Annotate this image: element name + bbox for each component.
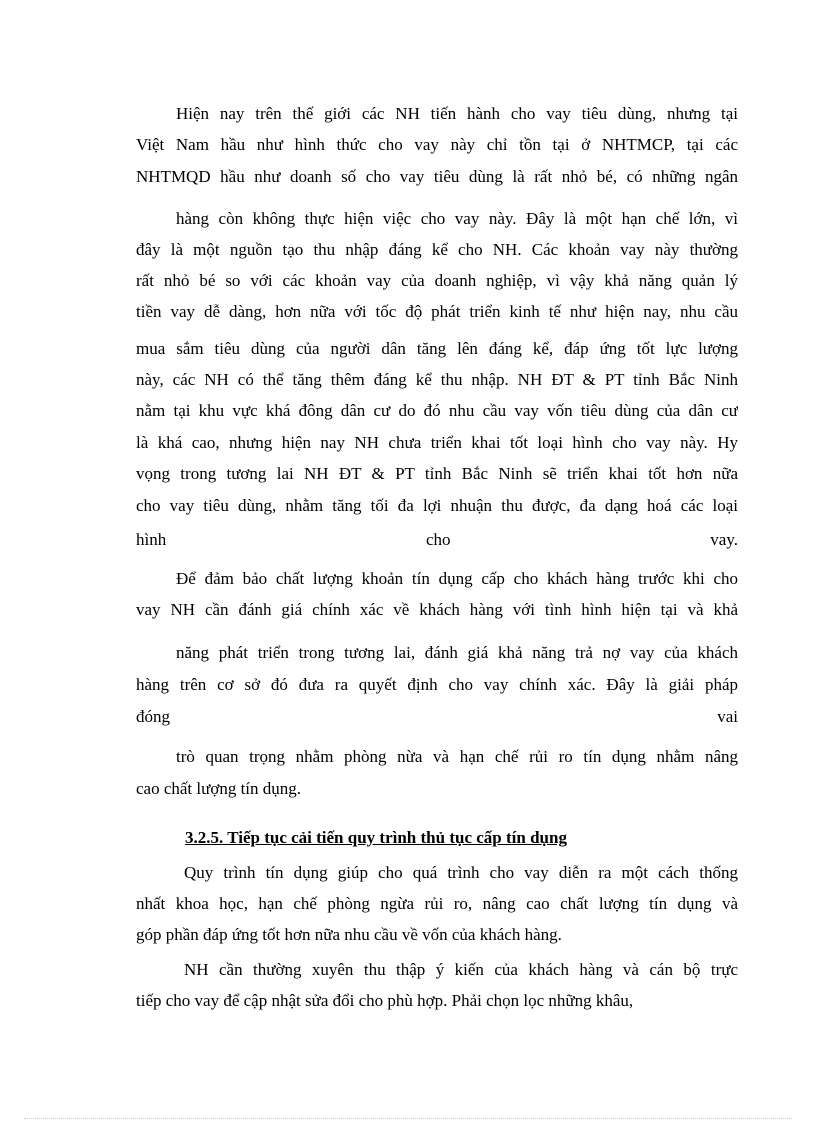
paragraph2-split-word-2: vai (717, 707, 738, 726)
paragraph1-line-8: mua sắm tiêu dùng của người dân tăng lên đáng kể, đáp ứng tốt lực lượng (136, 339, 738, 358)
paragraph2-split-word-1: đóng (136, 707, 170, 726)
paragraph3-line-3: góp phần đáp ứng tốt hơn nữa nhu cầu về vốn của khách hàng. (136, 925, 562, 944)
paragraph1-line-14 (136, 530, 738, 550)
paragraph1-line-9: này, các NH có thể tăng thêm đáng kể thu nhập. NH ĐT & PT tỉnh Bắc Ninh (136, 370, 738, 389)
paragraph2-line-4: hàng trên cơ sở đó đưa ra quyết định cho vay chính xác. Đây là giải pháp (136, 675, 738, 694)
paragraph1-line-11: là khá cao, nhưng hiện nay NH chưa triển khai tốt loại hình cho vay này. Hy (136, 433, 738, 452)
paragraph2-line-7: cao chất lượng tín dụng. (136, 779, 302, 798)
paragraph2-line-6: trò quan trọng nhằm phòng nừa và hạn chế rủi ro tín dụng nhằm nâng (176, 747, 738, 766)
paragraph2-line-1: Để đảm bảo chất lượng khoản tín dụng cấp cho khách hàng trước khi cho (176, 569, 738, 588)
paragraph1-line-4: hàng còn không thực hiện việc cho vay này. Đây là một hạn chế lớn, vì (176, 209, 738, 228)
paragraph1-line-10: nằm tại khu vực khá đông dân cư do đó nhu cầu vay vốn tiêu dùng của dân cư (136, 401, 738, 420)
paragraph4-line-2: tiếp cho vay để cập nhật sửa đổi cho phù hợp. Phải chọn lọc những khâu, (136, 991, 634, 1010)
paragraph1-line-5: đây là một nguồn tạo thu nhập đáng kể cho NH. Các khoản vay này thường (136, 240, 738, 259)
paragraph4-line-1: NH cần thường xuyên thu thập ý kiến của khách hàng và cán bộ trực (184, 960, 738, 979)
page-bottom-divider (24, 1118, 792, 1119)
paragraph1-last-word-2: cho (425, 530, 451, 549)
paragraph1-last-word-3: vay. (710, 530, 738, 549)
paragraph3-line-1: Quy trình tín dụng giúp cho quá trình cho vay diễn ra một cách thống (184, 863, 738, 882)
paragraph1-line-12: vọng trong tương lai NH ĐT & PT tỉnh Bắc Ninh sẽ triển khai tốt hơn nữa (136, 464, 738, 483)
section-heading: 3.2.5. Tiếp tục cải tiến quy trình thủ tục cấp tín dụng (185, 828, 567, 847)
paragraph2-line-5 (136, 707, 738, 727)
paragraph1-line-13: cho vay tiêu dùng, nhằm tăng tối đa lợi nhuận thu được, đa dạng hoá các loại (136, 496, 738, 515)
paragraph1-line-7: tiền vay dễ dàng, hơn nữa với tốc độ phát triển kinh tế như hiện nay, nhu cầu (136, 302, 738, 321)
paragraph3-line-2: nhất khoa học, hạn chế phòng ngừa rủi ro, nâng cao chất lượng tín dụng và (136, 894, 738, 913)
paragraph2-line-3: năng phát triển trong tương lai, đánh giá khả năng trả nợ vay của khách (176, 643, 738, 662)
paragraph2-line-2: vay NH cần đánh giá chính xác về khách hàng với tình hình hiện tại và khả (136, 600, 738, 619)
paragraph1-line-6: rất nhỏ bé so với các khoản vay của doanh nghiệp, vì vậy khả năng quản lý (136, 271, 738, 290)
paragraph1-line-2: Việt Nam hầu như hình thức cho vay này chỉ tồn tại ở NHTMCP, tại các (136, 135, 738, 154)
paragraph1-line-3: NHTMQD hầu như doanh số cho vay tiêu dùng là rất nhỏ bé, có những ngân (136, 167, 738, 186)
paragraph1-last-word-1: hình (136, 530, 167, 549)
paragraph1-line-1: Hiện nay trên thế giới các NH tiến hành cho vay tiêu dùng, nhưng tại (176, 104, 738, 123)
